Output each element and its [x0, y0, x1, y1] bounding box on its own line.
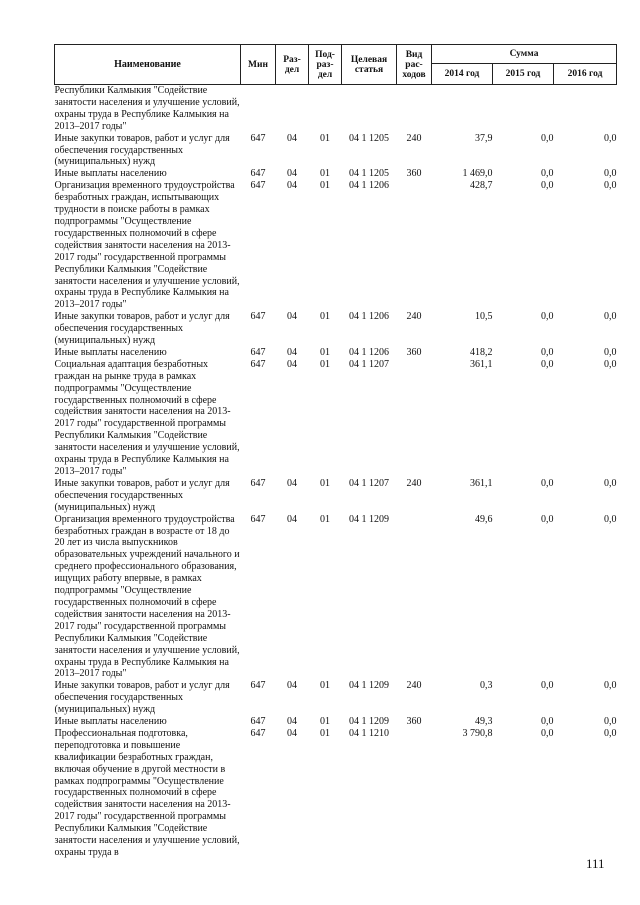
header-2016: 2016 год — [554, 64, 617, 85]
cell-razdel: 04 — [287, 132, 297, 144]
cell-name: Иные выплаты населению — [54, 346, 167, 358]
cell-2015: 0,0 — [541, 513, 554, 525]
table-body — [55, 85, 617, 859]
cell-2014: 361,1 — [470, 358, 493, 370]
cell-name: Иные закупки товаров, работ и услуг для обеспечения государственных (муниципальных) нужд — [54, 132, 230, 168]
header-name: Наименование — [55, 45, 241, 85]
cell-min: 647 — [250, 180, 266, 192]
cell-2016: 0,0 — [604, 513, 617, 525]
cell-min — [241, 85, 276, 133]
cell-2014: 3 790,8 — [462, 727, 493, 739]
header-2015: 2015 год — [493, 64, 554, 85]
table-row — [55, 133, 617, 169]
cell-cel-statya: 04 1 1210 — [349, 727, 389, 739]
header-razdel: Раз- дел — [276, 45, 309, 85]
cell-razdel: 04 — [287, 168, 297, 180]
cell-vid-rashodov: 240 — [406, 311, 422, 323]
cell-2015: 0,0 — [541, 132, 554, 144]
table-row — [55, 311, 617, 347]
cell-2015: 0,0 — [541, 680, 554, 692]
cell-min: 647 — [250, 132, 266, 144]
cell-cel-statya: 04 1 1206 — [349, 311, 389, 323]
cell-podrazdel: 01 — [320, 180, 330, 192]
cell-cel-statya: 04 1 1207 — [349, 358, 389, 370]
cell-2014: 10,5 — [475, 311, 493, 323]
cell-min: 647 — [250, 168, 266, 180]
cell-2015 — [493, 85, 554, 133]
cell-2015: 0,0 — [541, 477, 554, 489]
table-row — [55, 514, 617, 681]
cell-2015: 0,0 — [541, 716, 554, 728]
cell-2016: 0,0 — [604, 180, 617, 192]
cell-min: 647 — [250, 680, 266, 692]
cell-podrazdel — [309, 85, 342, 133]
cell-vid-rashodov — [397, 728, 432, 859]
table-row — [55, 680, 617, 716]
table-row — [55, 478, 617, 514]
cell-2015: 0,0 — [541, 346, 554, 358]
header-vid-rashodov: Вид рас- ходов — [397, 45, 432, 85]
table-row — [55, 85, 617, 133]
cell-podrazdel: 01 — [320, 311, 330, 323]
cell-2016: 0,0 — [604, 716, 617, 728]
cell-min: 647 — [250, 727, 266, 739]
cell-name: Профессиональная подготовка, переподготовка и повышение квалификации безработных граждан, включая обучение в другой местности в рамках подпрограммы "Осуществление государственных полномочий в сфере содействия занятости населения на 2013-2017 годы" государственной программы Республики Калмыкия "Содействие занятости населения и улучшение условий, охраны труда в — [54, 727, 240, 858]
cell-2016: 0,0 — [604, 168, 617, 180]
cell-2016: 0,0 — [604, 358, 617, 370]
cell-2015: 0,0 — [541, 180, 554, 192]
cell-name: Иные закупки товаров, работ и услуг для обеспечения государственных (муниципальных) нужд — [54, 311, 230, 347]
cell-2015: 0,0 — [541, 358, 554, 370]
cell-razdel: 04 — [287, 311, 297, 323]
cell-razdel: 04 — [287, 477, 297, 489]
cell-podrazdel: 01 — [320, 716, 330, 728]
cell-vid-rashodov: 360 — [406, 346, 422, 358]
cell-razdel: 04 — [287, 513, 297, 525]
page-number: 111 — [586, 856, 605, 871]
cell-name: Иные выплаты населению — [54, 716, 167, 728]
cell-podrazdel: 01 — [320, 513, 330, 525]
cell-razdel: 04 — [287, 716, 297, 728]
cell-razdel: 04 — [287, 727, 297, 739]
table-row — [55, 168, 617, 180]
header-podrazdel: Под- раз- дел — [309, 45, 342, 85]
cell-min: 647 — [250, 716, 266, 728]
cell-vid-rashodov — [397, 514, 432, 681]
cell-2016: 0,0 — [604, 680, 617, 692]
cell-cel-statya: 04 1 1207 — [349, 477, 389, 489]
cell-podrazdel: 01 — [320, 358, 330, 370]
cell-vid-rashodov — [397, 180, 432, 311]
cell-vid-rashodov: 360 — [406, 716, 422, 728]
cell-razdel: 04 — [287, 346, 297, 358]
table-header — [55, 45, 617, 85]
cell-podrazdel: 01 — [320, 727, 330, 739]
cell-name: Иные выплаты населению — [54, 168, 167, 180]
cell-min: 647 — [250, 311, 266, 323]
cell-podrazdel: 01 — [320, 680, 330, 692]
cell-vid-rashodov: 360 — [406, 168, 422, 180]
table-row — [55, 180, 617, 311]
cell-name: Организация временного трудоустройства безработных граждан в возрасте от 18 до 20 лет из числа выпускников образовательных учреждений начального и среднего профессионального образования, ищущих работу впервые, в рамках подпрограммы "Осуществление государственных полномочий в сфере содействия занятости населения на 2013-2017 годы" государственной программы Республики Калмыкия "Содействие занятости населения и улучшение условий, охраны труда в Республике Калмыкия на 2013–2017 годы" — [54, 513, 240, 680]
header-min: Мин — [241, 45, 276, 85]
cell-2016: 0,0 — [604, 346, 617, 358]
cell-cel-statya: 04 1 1205 — [349, 168, 389, 180]
cell-min: 647 — [250, 358, 266, 370]
cell-2014: 428,7 — [470, 180, 493, 192]
cell-2014: 37,9 — [475, 132, 493, 144]
cell-cel-statya: 04 1 1209 — [349, 513, 389, 525]
table-row — [55, 347, 617, 359]
cell-2014: 361,1 — [470, 477, 493, 489]
cell-cel-statya — [342, 85, 397, 133]
cell-2015: 0,0 — [541, 727, 554, 739]
table-row — [55, 716, 617, 728]
cell-2014: 0,3 — [480, 680, 493, 692]
cell-min: 647 — [250, 346, 266, 358]
cell-vid-rashodov — [397, 85, 432, 133]
cell-2016 — [554, 85, 617, 133]
table-row — [55, 359, 617, 478]
budget-table — [54, 44, 617, 859]
table-row — [55, 728, 617, 859]
cell-vid-rashodov: 240 — [406, 132, 422, 144]
cell-cel-statya: 04 1 1206 — [349, 346, 389, 358]
cell-name: Республики Калмыкия "Содействие занятости населения и улучшение условий, охраны труда в Республике Калмыкия на 2013–2017 годы" — [54, 85, 240, 132]
cell-cel-statya: 04 1 1205 — [349, 132, 389, 144]
cell-razdel: 04 — [287, 358, 297, 370]
header-2014: 2014 год — [432, 64, 493, 85]
cell-name: Иные закупки товаров, работ и услуг для обеспечения государственных (муниципальных) нужд — [54, 680, 230, 716]
cell-min: 647 — [250, 513, 266, 525]
cell-vid-rashodov: 240 — [406, 477, 422, 489]
cell-2016: 0,0 — [604, 311, 617, 323]
cell-name: Организация временного трудоустройства безработных граждан, испытывающих трудности в поиске работы в рамках подпрограммы "Осуществление государственных полномочий в сфере содействия занятости населения на 2013-2017 годы" государственной программы Республики Калмыкия "Содействие занятости населения и улучшение условий, охраны труда в Республике Калмыкия на 2013–2017 годы" — [54, 180, 240, 311]
cell-2016: 0,0 — [604, 727, 617, 739]
header-cel-statya: Целевая статья — [342, 45, 397, 85]
cell-2016: 0,0 — [604, 477, 617, 489]
cell-podrazdel: 01 — [320, 346, 330, 358]
cell-min: 647 — [250, 477, 266, 489]
cell-razdel — [276, 85, 309, 133]
cell-2015: 0,0 — [541, 311, 554, 323]
cell-2014: 49,6 — [475, 513, 493, 525]
cell-cel-statya: 04 1 1209 — [349, 716, 389, 728]
cell-razdel: 04 — [287, 180, 297, 192]
cell-2014: 1 469,0 — [462, 168, 493, 180]
cell-2014: 49,3 — [475, 716, 493, 728]
cell-2014: 418,2 — [470, 346, 493, 358]
cell-name: Социальная адаптация безработных граждан на рынке труда в рамках подпрограммы "Осуществление государственных полномочий в сфере содействия занятости населения на 2013-2017 годы" государственной программы Республики Калмыкия "Содействие занятости населения и улучшение условий, охраны труда в Республике Калмыкия на 2013–2017 годы" — [54, 358, 240, 477]
cell-2015: 0,0 — [541, 168, 554, 180]
cell-podrazdel: 01 — [320, 168, 330, 180]
cell-vid-rashodov — [397, 359, 432, 478]
cell-vid-rashodov: 240 — [406, 680, 422, 692]
cell-podrazdel: 01 — [320, 132, 330, 144]
cell-name: Иные закупки товаров, работ и услуг для обеспечения государственных (муниципальных) нужд — [54, 477, 230, 513]
cell-2016: 0,0 — [604, 132, 617, 144]
header-summa: Сумма — [432, 45, 617, 64]
cell-cel-statya: 04 1 1206 — [349, 180, 389, 192]
cell-razdel: 04 — [287, 680, 297, 692]
cell-podrazdel: 01 — [320, 477, 330, 489]
cell-cel-statya: 04 1 1209 — [349, 680, 389, 692]
cell-2014 — [432, 85, 493, 133]
